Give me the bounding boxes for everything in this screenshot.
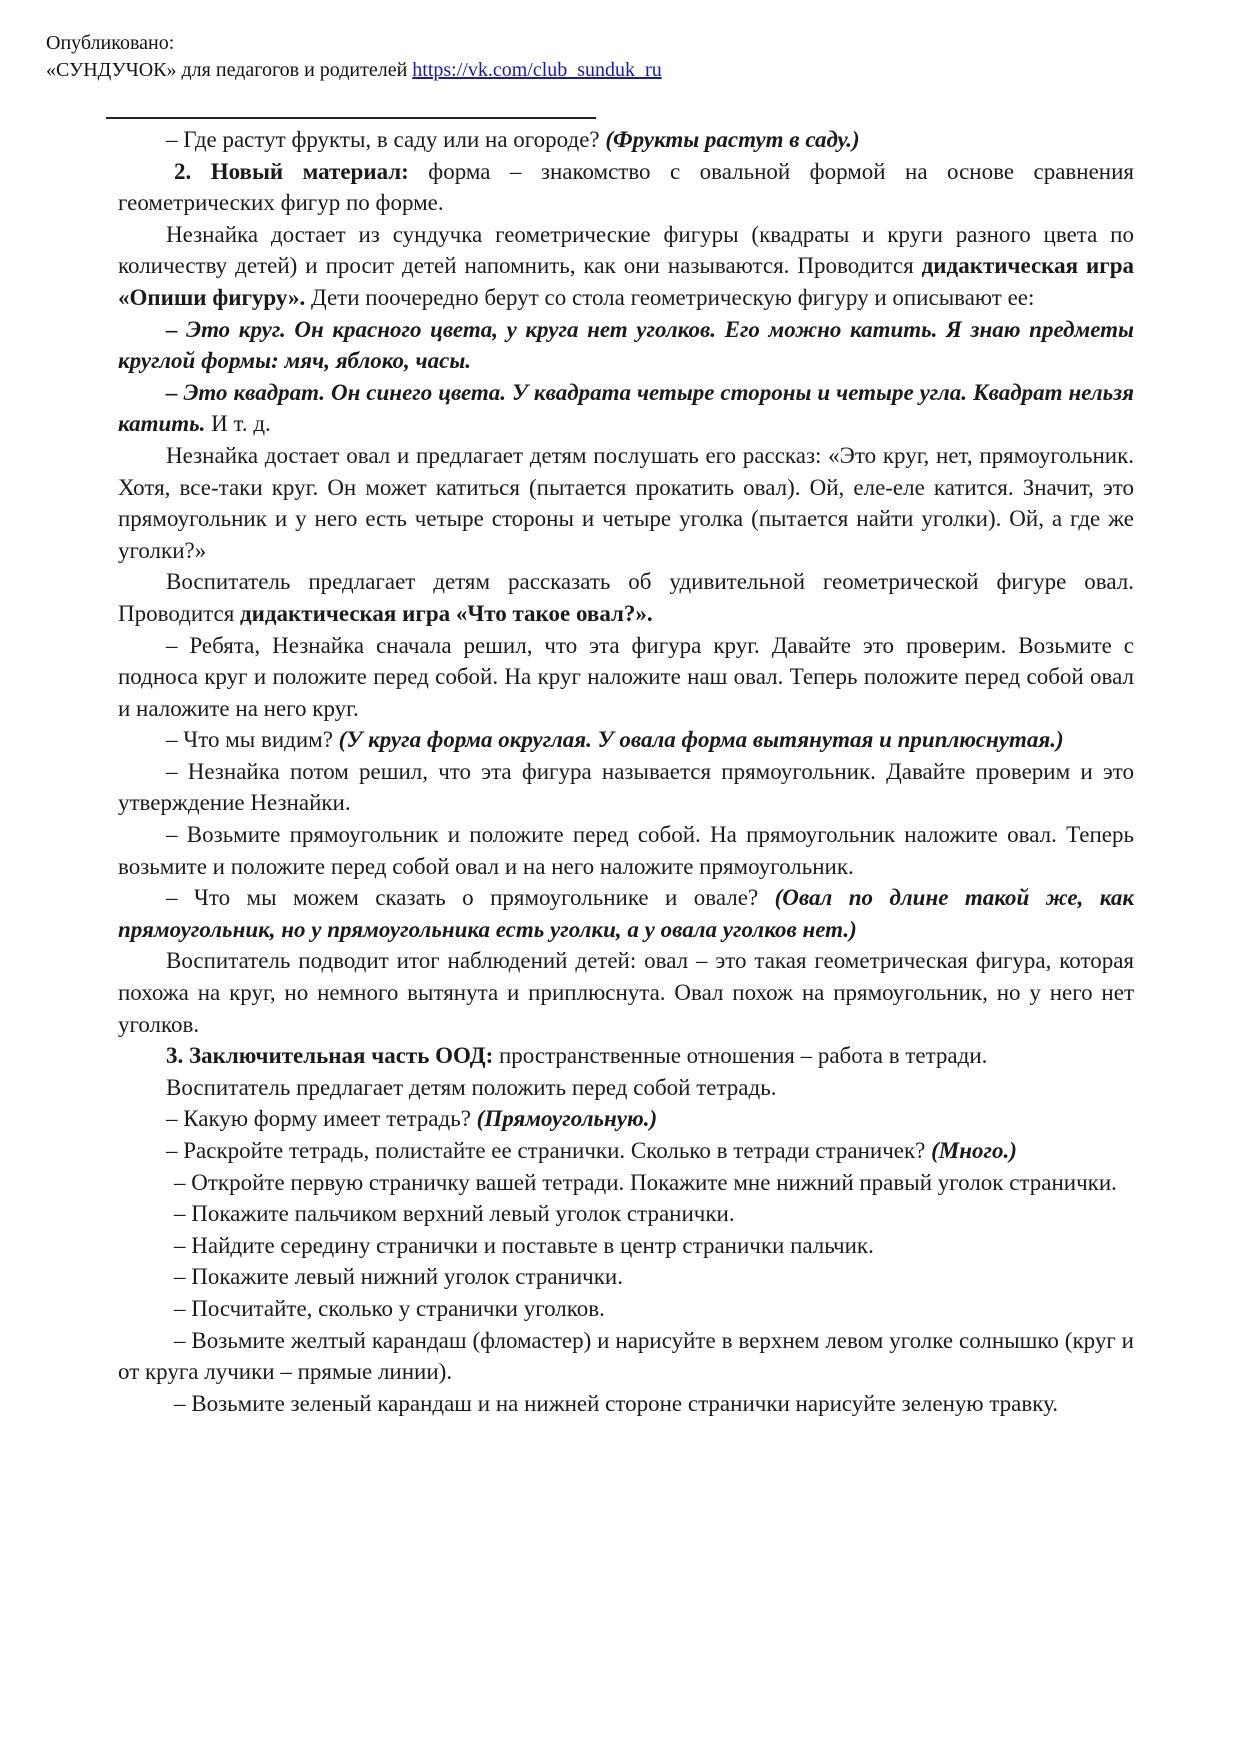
paragraph-13 [118, 945, 1134, 1040]
p20-text: – Найдите середину странички и поставьте в центр странички пальчик. [174, 1232, 874, 1258]
paragraph-5 [118, 377, 1134, 440]
p2-text: форма – знакомство с овальной формой на основе сравнения геометрических фигур по форме. [118, 158, 1134, 216]
publisher-line [46, 57, 662, 84]
paragraph-19 [118, 1198, 1134, 1230]
paragraph-16 [118, 1103, 1134, 1135]
p12-answer: (Овал по длине такой же, как прямоугольник, но у прямоугольника есть уголки, а у овала уголков нет.) [118, 885, 1134, 942]
paragraph-20 [118, 1230, 1134, 1262]
p9-answer: (У круга форма округлая. У овала форма вытянутая и приплюснутая.) [338, 727, 1064, 753]
p13-text: Воспитатель подводит итог наблюдений детей: овал – это такая геометрическая фигура, которая похожа на круг, но немного вытянута и приплюснута. Овал похож на прямоугольник, но у него нет уголков. [118, 948, 1134, 1037]
p1-text: – Где растут фрукты, в саду или на огороде? [166, 127, 606, 152]
p10-text: – Незнайка потом решил, что эта фигура называется прямоугольник. Давайте проверим и это утверждение Незнайки. [118, 758, 1134, 816]
paragraph-18 [118, 1167, 1134, 1199]
p5-etc: И т. д. [205, 411, 271, 437]
p4-text: – Это круг. Он красного цвета, у круга нет уголков. Его можно катить. Я знаю предметы круглой формы: мяч, яблоко, часы. [118, 316, 1134, 374]
document-body [118, 124, 1134, 1419]
paragraph-14 [118, 1040, 1134, 1072]
p6-text: Незнайка достает овал и предлагает детям послушать его рассказ: «Это круг, нет, прямоугольник. Хотя, все-таки круг. Он может катиться (пытается прокатить овал). Ой, еле-еле катится. Значит, это прямоугольник и у него есть четыре стороны и четыре уголка (пытается найти уголки). Ой, а где же уголки?» [118, 442, 1134, 563]
p17-text: – Раскройте тетрадь, полистайте ее странички. Сколько в тетради страничек? [166, 1138, 932, 1163]
paragraph-7 [118, 566, 1134, 629]
section-3-heading: 3. Заключительная часть ООД: [166, 1043, 494, 1069]
p3-text-b: Дети поочередно берут со стола геометрическую фигуру и описывают ее: [305, 284, 1035, 310]
p5-text: – Это квадрат. Он синего цвета. У квадрата четыре стороны и четыре угла. Квадрат нельзя катить. [118, 379, 1134, 437]
section-2-heading: 2. Новый материал: [174, 158, 409, 184]
publisher-name: «СУНДУЧОК» для педагогов и родителей [46, 59, 413, 81]
paragraph-23 [118, 1325, 1134, 1388]
paragraph-21 [118, 1261, 1134, 1293]
paragraph-10 [118, 756, 1134, 819]
paragraph-1 [118, 124, 1134, 156]
paragraph-9 [118, 724, 1134, 756]
paragraph-6 [118, 440, 1134, 566]
p16-text: – Какую форму имеет тетрадь? [166, 1106, 477, 1132]
paragraph-4 [118, 314, 1134, 377]
p19-text: – Покажите пальчиком верхний левый уголок странички. [174, 1201, 735, 1227]
paragraph-12 [118, 882, 1134, 945]
p12-text: – Что мы можем сказать о прямоугольнике и овале? [166, 885, 775, 911]
p18-text: – Откройте первую страничку вашей тетради. Покажите мне нижний правый уголок странички. [174, 1169, 1117, 1195]
p16-answer: (Прямоугольную.) [476, 1106, 658, 1132]
paragraph-24 [118, 1388, 1134, 1420]
p9-text: – Что мы видим? [166, 727, 339, 753]
paragraph-15 [118, 1072, 1134, 1104]
paragraph-2 [118, 156, 1134, 219]
game-title-oval: дидактическая игра «Что такое овал?». [240, 600, 653, 626]
paragraph-3 [118, 219, 1134, 314]
p17-answer: (Много.) [931, 1138, 1017, 1163]
vk-club-link[interactable]: https://vk.com/club_sunduk_ru [412, 59, 662, 81]
p14-text: пространственные отношения – работа в тетради. [493, 1043, 988, 1069]
paragraph-17 [118, 1135, 1134, 1167]
published-label: Опубликовано: [46, 32, 175, 54]
game-title-describe: дидактическая игра «Опиши фигуру». [118, 253, 1134, 310]
p11-text: – Возьмите прямоугольник и положите перед собой. На прямоугольник наложите овал. Теперь возьмите и положите перед собой овал и на него наложите прямоугольник. [118, 822, 1134, 879]
publication-header [46, 30, 662, 84]
p7-text: Воспитатель предлагает детям рассказать об удивительной геометрической фигуре овал. Проводится [118, 569, 1134, 626]
paragraph-22 [118, 1293, 1134, 1325]
p15-text: Воспитатель предлагает детям положить перед собой тетрадь. [166, 1074, 777, 1100]
header-divider [106, 117, 596, 119]
paragraph-8 [118, 630, 1134, 725]
paragraph-11 [118, 819, 1134, 882]
p1-answer: (Фрукты растут в саду.) [605, 127, 860, 152]
p21-text: – Покажите левый нижний уголок странички. [174, 1264, 623, 1290]
p22-text: – Посчитайте, сколько у странички уголков. [174, 1295, 605, 1321]
p3-text-a: Незнайка достает из сундучка геометрические фигуры (квадраты и круги разного цвета по количеству детей) и просит детей напомнить, как они называются. Проводится [118, 221, 1134, 279]
p24-text: – Возьмите зеленый карандаш и на нижней стороне странички нарисуйте зеленую травку. [174, 1390, 1059, 1416]
p23-text: – Возьмите желтый карандаш (фломастер) и нарисуйте в верхнем левом уголке солнышко (круг и от круга лучики – прямые линии). [118, 1327, 1134, 1385]
p8-text: – Ребята, Незнайка сначала решил, что эта фигура круг. Давайте это проверим. Возьмите с подноса круг и положите перед собой. На круг наложите наш овал. Теперь положите перед собой овал и наложите на него круг. [118, 632, 1134, 721]
